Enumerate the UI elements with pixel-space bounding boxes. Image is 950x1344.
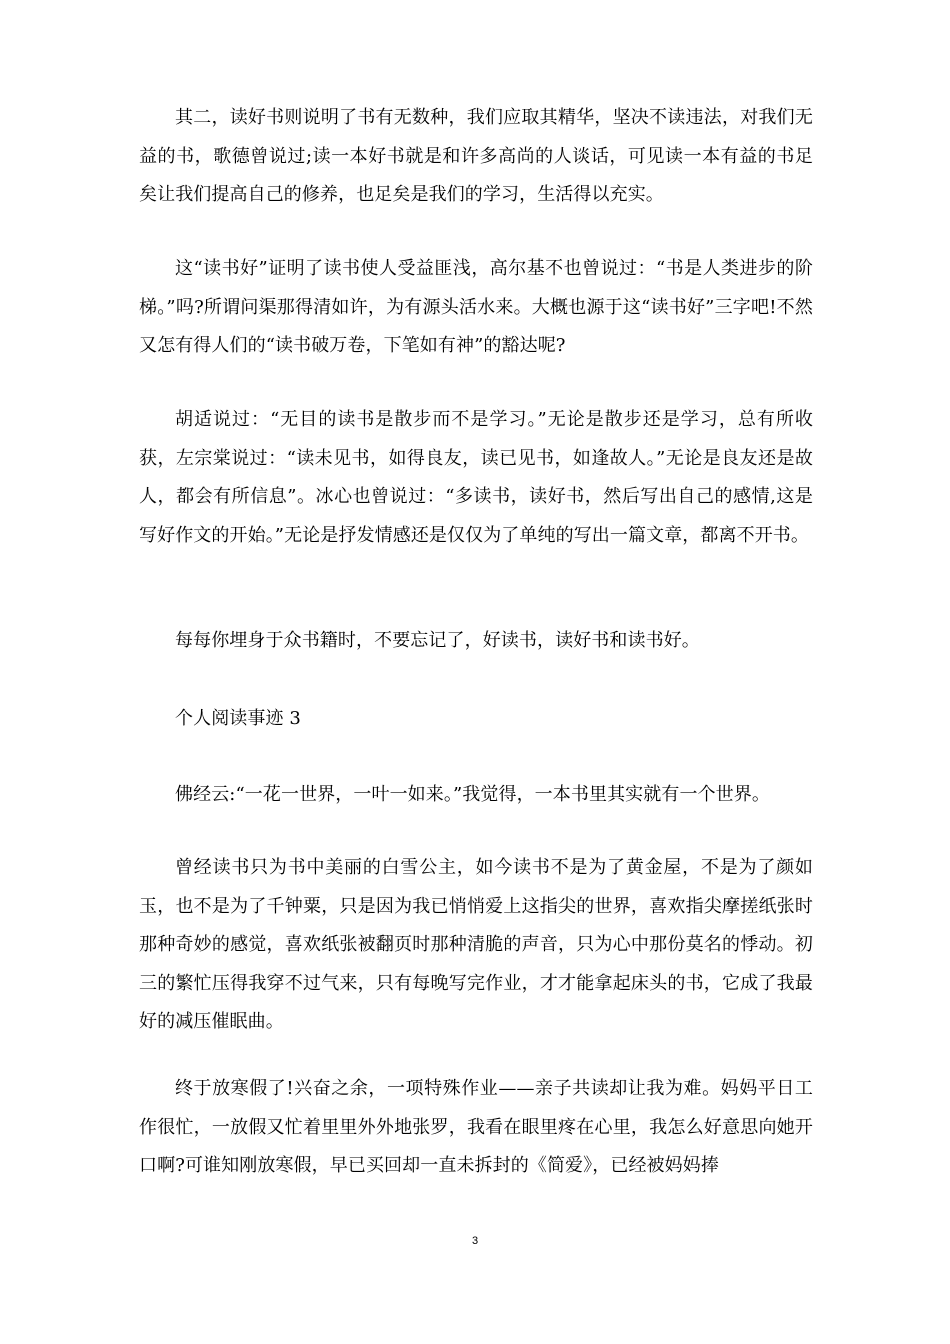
paragraph-quotes: 胡适说过：“无目的读书是散步而不是学习。”无论是散步还是学习，总有所收获，左宗棠说过：“读未见书，如得良友，读已见书，如逢故人。”无论是良友还是故人，都会有所信息”。冰心也曾说过：“多读书，读好书，然后写出自己的感情,这是写好作文的开始。”无论是抒发情感还是仅仅为了单纯的写出一篇文章，都离不开书。 xyxy=(139,409,813,546)
paragraph-reading-is-good: 这“读书好”证明了读书使人受益匪浅，高尔基不也曾说过：“书是人类进步的阶梯。”吗?所谓问渠那得清如许，为有源头活水来。大概也源于这“读书好”三字吧!不然又怎有得人们的“读书破万卷，下笔如有神”的豁达呢? xyxy=(139,258,813,356)
paragraph-reading-good-books: 其二，读好书则说明了书有无数种，我们应取其精华，坚决不读违法，对我们无益的书，歌德曾说过;读一本好书就是和许多高尚的人谈话，可见读一本有益的书足矣让我们提高自己的修养，也足矣是我们的学习，生活得以充实。 xyxy=(139,107,813,205)
paragraph-buddhist-quote: 佛经云:“一花一世界，一叶一如来。”我觉得，一本书里其实就有一个世界。 xyxy=(175,784,770,805)
paragraph-winter-break: 终于放寒假了!兴奋之余，一项特殊作业——亲子共读却让我为难。妈妈平日工作很忙，一放假又忙着里里外外地张罗，我看在眼里疼在心里，我怎么好意思向她开口啊?可谁知刚放寒假，早已买回却一直未拆封的《简爱》，已经被妈妈捧 xyxy=(139,1078,813,1176)
paragraph-reading-motive: 曾经读书只为书中美丽的白雪公主，如今读书不是为了黄金屋，不是为了颜如玉，也不是为了千钟粟，只是因为我已悄悄爱上这指尖的世界，喜欢指尖摩搓纸张时那种奇妙的感觉，喜欢纸张被翻页时那种清脆的声音，只为心中那份莫名的悸动。初三的繁忙压得我穿不过气来，只有每晚写完作业，才才能拿起床头的书，它成了我最好的减压催眠曲。 xyxy=(139,857,813,1032)
section-heading: 个人阅读事迹 3 xyxy=(175,708,301,729)
paragraph-summary: 每每你埋身于众书籍时，不要忘记了，好读书，读好书和读书好。 xyxy=(175,630,700,651)
page-number: 3 xyxy=(471,1235,479,1247)
